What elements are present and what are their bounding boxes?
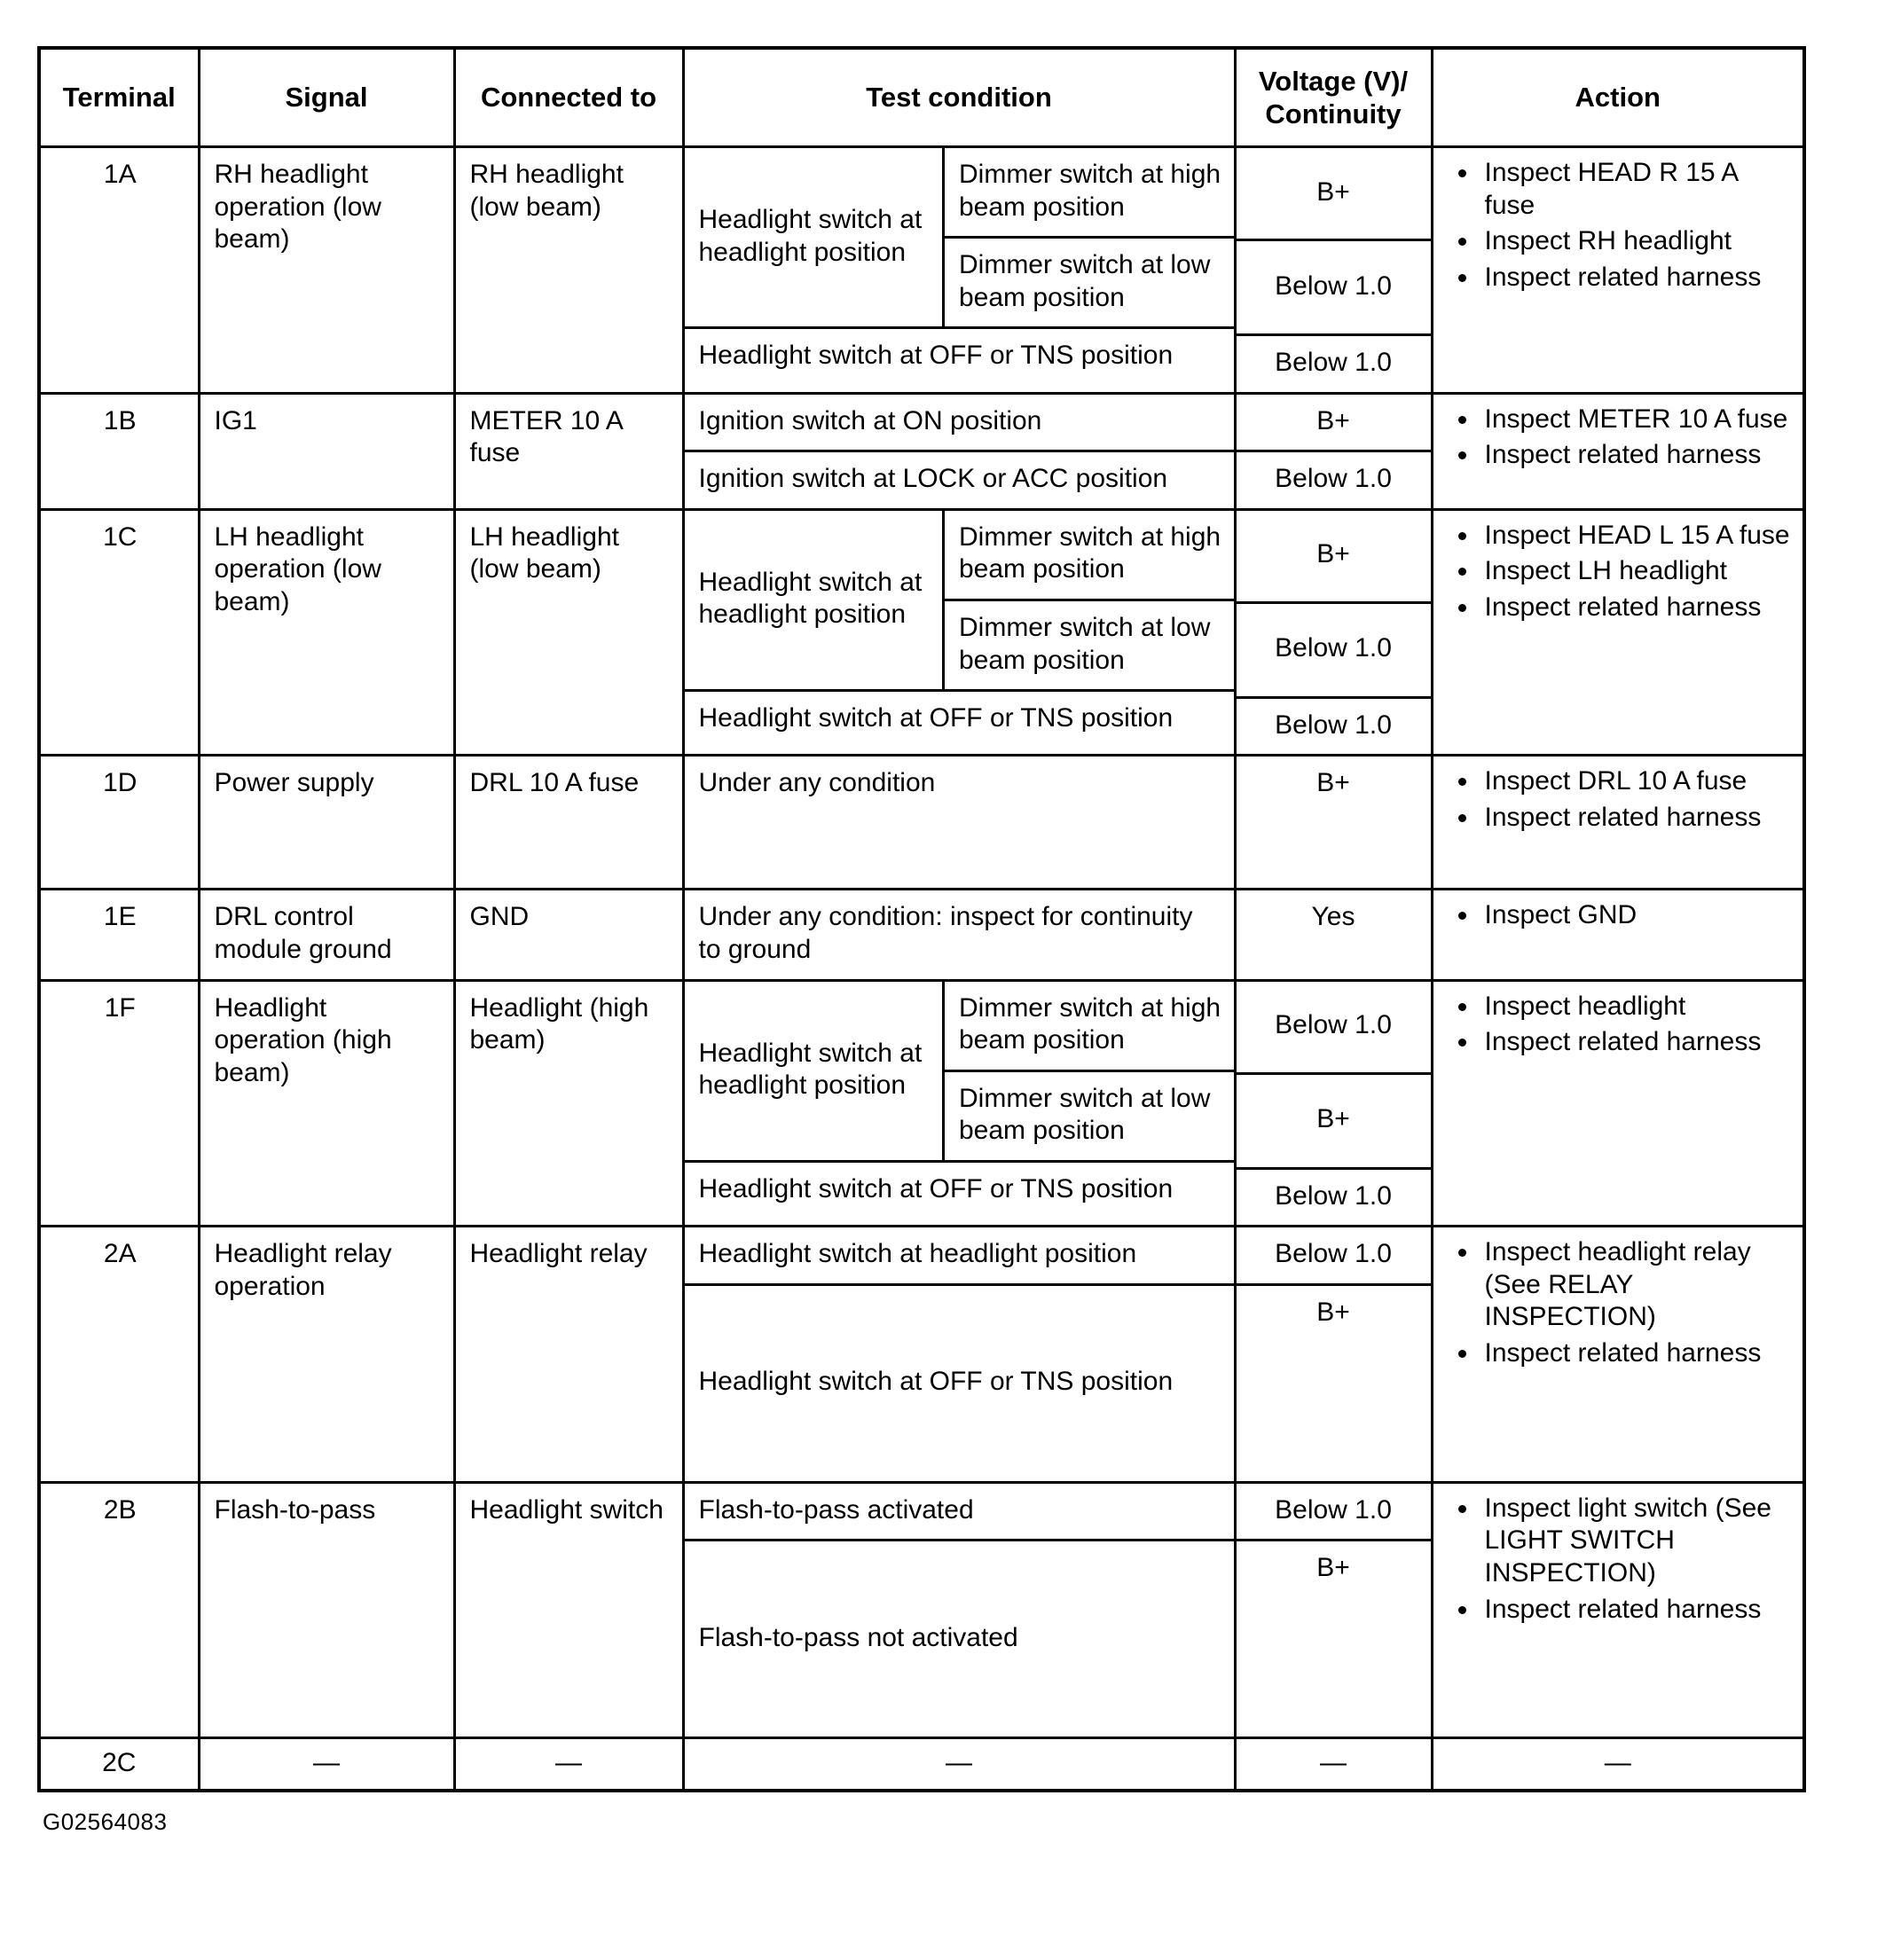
connected-to-value: METER 10 A fuse <box>469 405 623 468</box>
table-row <box>39 980 1804 1227</box>
list-item: • Inspect related harness <box>1480 1594 1795 1627</box>
table-row <box>39 1482 1804 1738</box>
terminal-value: 1D <box>103 768 137 798</box>
cell-voltage-continuity <box>1235 890 1432 980</box>
cell-test-condition <box>683 1227 1235 1483</box>
table-row <box>39 756 1804 890</box>
cell-test-condition <box>683 756 1235 890</box>
cell-voltage-continuity <box>1235 980 1432 1227</box>
cell-voltage-continuity <box>1235 509 1432 756</box>
test-condition-main: Headlight switch at OFF or TNS position <box>698 341 1174 371</box>
action-list <box>1433 982 1803 1070</box>
terminal-value: 2A <box>103 1239 137 1269</box>
terminal-value: 1B <box>103 405 137 435</box>
cell-terminal <box>39 147 199 394</box>
test-condition-main: Ignition switch at ON position <box>685 395 1234 451</box>
terminal-value: 1F <box>104 992 136 1023</box>
signal-value: Power supply <box>214 768 374 798</box>
test-condition-main: Under any condition <box>698 768 936 798</box>
cell-test-condition <box>683 1482 1235 1738</box>
test-condition-row <box>685 691 1237 748</box>
voltage-row <box>1237 982 1431 1074</box>
cell-action <box>1432 980 1804 1227</box>
voltage-row <box>1237 1168 1431 1225</box>
cell-connected-to <box>454 1227 683 1483</box>
test-condition-main: Flash-to-pass activated <box>685 1484 1234 1541</box>
voltage-subtable <box>1237 148 1431 392</box>
cell-action <box>1432 1482 1804 1738</box>
cell-action <box>1432 147 1804 394</box>
voltage-row <box>1237 1284 1431 1341</box>
voltage-value-cell: B+ <box>1237 395 1431 451</box>
voltage-subtable <box>1237 1484 1431 1597</box>
test-condition-subtable <box>685 982 1237 1219</box>
connected-to-value: GND <box>469 902 530 932</box>
test-condition-sub: Dimmer switch at low beam position <box>944 1070 1237 1161</box>
signal-value: Headlight relay operation <box>214 1239 392 1301</box>
voltage-header-line1: Voltage (V)/ <box>1258 65 1409 97</box>
cell-terminal <box>39 980 199 1227</box>
voltage-subtable <box>1237 982 1431 1226</box>
action-list <box>1433 890 1803 943</box>
cell-connected-to <box>454 890 683 980</box>
test-condition-sub: Dimmer switch at high beam position <box>944 511 1237 600</box>
cell-signal <box>199 890 454 980</box>
signal-value: Flash-to-pass <box>214 1494 376 1525</box>
cell-signal <box>199 756 454 890</box>
header-row <box>39 48 1804 147</box>
voltage-value-cell: B+ <box>1316 768 1350 798</box>
action-list <box>1433 395 1803 482</box>
voltage-row <box>1237 697 1431 754</box>
voltage-row <box>1237 240 1431 335</box>
test-condition-subtable <box>685 1227 1234 1481</box>
list-item: • Inspect related harness <box>1480 592 1795 624</box>
cell-action <box>1432 1227 1804 1483</box>
cell-voltage-continuity <box>1235 1482 1432 1738</box>
test-condition-row <box>685 1541 1234 1737</box>
list-item: • Inspect GND <box>1480 899 1795 932</box>
terminal-diagnostic-table <box>37 46 1806 1792</box>
table-row <box>39 1738 1804 1791</box>
test-condition-row <box>685 982 1237 1071</box>
column-header-connected-to: Connected to <box>454 48 683 147</box>
test-condition-row <box>685 1484 1234 1541</box>
voltage-value-cell: Below 1.0 <box>1237 240 1431 335</box>
cell-connected-to <box>454 756 683 890</box>
terminal-value: 2C <box>102 1748 137 1778</box>
test-condition-main: Headlight switch at headlight position <box>685 511 944 691</box>
test-condition-main: Headlight switch at headlight position <box>685 982 944 1162</box>
test-condition-subtable <box>685 395 1234 508</box>
list-item: • Inspect RH headlight <box>1480 225 1795 258</box>
cell-connected-to <box>454 980 683 1227</box>
test-condition-subtable <box>685 148 1237 385</box>
signal-value: Headlight operation (high beam) <box>214 992 392 1087</box>
list-item: • Inspect related harness <box>1480 1026 1795 1059</box>
voltage-row <box>1237 148 1431 240</box>
action-list <box>1433 757 1803 844</box>
action-list <box>1433 1227 1803 1380</box>
test-condition-main: — <box>946 1748 972 1778</box>
test-condition-sub: Dimmer switch at high beam position <box>944 148 1237 238</box>
test-condition-row <box>685 148 1237 238</box>
table-header <box>39 48 1804 147</box>
cell-signal <box>199 1738 454 1791</box>
test-condition-row <box>685 1161 1237 1218</box>
voltage-value-cell: B+ <box>1237 511 1431 603</box>
list-item: • Inspect light switch (See LIGHT SWITCH INSPECTION) <box>1480 1493 1795 1590</box>
connected-to-value: Headlight switch <box>469 1494 664 1525</box>
connected-to-value: Headlight relay <box>469 1239 648 1269</box>
voltage-value-cell: Below 1.0 <box>1275 348 1392 377</box>
cell-connected-to <box>454 1482 683 1738</box>
test-condition-main: Headlight switch at OFF or TNS position <box>698 1367 1174 1397</box>
cell-test-condition <box>683 890 1235 980</box>
cell-terminal <box>39 1482 199 1738</box>
column-header-action: Action <box>1432 48 1804 147</box>
column-header-terminal: Terminal <box>39 48 199 147</box>
voltage-subtable <box>1237 1227 1431 1341</box>
cell-signal <box>199 393 454 509</box>
test-condition-subtable <box>685 511 1237 748</box>
cell-voltage-continuity <box>1235 147 1432 394</box>
table-row <box>39 1227 1804 1483</box>
cell-signal <box>199 1482 454 1738</box>
cell-connected-to <box>454 509 683 756</box>
cell-voltage-continuity <box>1235 1738 1432 1791</box>
voltage-row <box>1237 1227 1431 1284</box>
cell-signal <box>199 509 454 756</box>
list-item: • Inspect headlight <box>1480 991 1795 1023</box>
test-condition-main: Headlight switch at headlight position <box>685 148 944 328</box>
voltage-row <box>1237 1484 1431 1541</box>
list-item: • Inspect DRL 10 A fuse <box>1480 765 1795 798</box>
test-condition-sub: Dimmer switch at low beam position <box>944 238 1237 328</box>
test-condition-main: Headlight switch at OFF or TNS position <box>698 703 1174 733</box>
voltage-value-cell: Below 1.0 <box>1275 710 1392 740</box>
cell-test-condition <box>683 147 1235 394</box>
cell-voltage-continuity <box>1235 756 1432 890</box>
cell-terminal <box>39 509 199 756</box>
terminal-value: 2B <box>103 1494 137 1525</box>
cell-terminal <box>39 890 199 980</box>
test-condition-sub: Dimmer switch at high beam position <box>944 982 1237 1071</box>
figure-code: G02564083 <box>43 1808 168 1836</box>
voltage-row <box>1237 511 1431 603</box>
list-item: • Inspect related harness <box>1480 262 1795 294</box>
list-item: • Inspect related harness <box>1480 802 1795 835</box>
test-condition-row <box>685 328 1237 385</box>
terminal-value: 1A <box>103 160 137 189</box>
voltage-value-cell: B+ <box>1237 148 1431 240</box>
list-item: • Inspect headlight relay (See RELAY INSPECTION) <box>1480 1236 1795 1334</box>
voltage-row <box>1237 1541 1431 1597</box>
voltage-header-line2: Continuity <box>1265 98 1402 129</box>
cell-signal <box>199 147 454 394</box>
voltage-subtable <box>1237 395 1431 508</box>
cell-test-condition <box>683 1738 1235 1791</box>
cell-test-condition <box>683 980 1235 1227</box>
list-item: • Inspect HEAD L 15 A fuse <box>1480 520 1795 553</box>
voltage-value-cell: B+ <box>1316 1297 1350 1327</box>
action-list <box>1433 511 1803 635</box>
cell-test-condition <box>683 393 1235 509</box>
voltage-value-cell: Below 1.0 <box>1237 1227 1431 1284</box>
cell-terminal <box>39 1738 199 1791</box>
voltage-value-cell: — <box>1320 1748 1347 1778</box>
test-condition-main: Under any condition: inspect for continuity to ground <box>698 902 1193 964</box>
cell-action <box>1432 509 1804 756</box>
action-value: — <box>1604 1748 1631 1778</box>
action-list <box>1433 1484 1803 1636</box>
signal-value: RH headlight operation (low beam) <box>214 160 381 255</box>
voltage-value-cell: Below 1.0 <box>1275 464 1392 494</box>
cell-voltage-continuity <box>1235 1227 1432 1483</box>
cell-terminal <box>39 1227 199 1483</box>
cell-voltage-continuity <box>1235 393 1432 509</box>
signal-value: LH headlight operation (low beam) <box>214 521 381 616</box>
voltage-row <box>1237 1073 1431 1168</box>
voltage-row <box>1237 602 1431 697</box>
connected-to-value: Headlight (high beam) <box>469 992 649 1055</box>
test-condition-row <box>685 511 1237 600</box>
cell-terminal <box>39 756 199 890</box>
voltage-value-cell: Below 1.0 <box>1237 982 1431 1074</box>
action-list <box>1433 148 1803 304</box>
cell-terminal <box>39 393 199 509</box>
test-condition-main: Headlight switch at OFF or TNS position <box>698 1173 1174 1203</box>
cell-signal <box>199 1227 454 1483</box>
test-condition-main: Headlight switch at headlight position <box>685 1227 1234 1284</box>
test-condition-row <box>685 451 1234 508</box>
signal-value: — <box>313 1748 340 1778</box>
cell-connected-to <box>454 147 683 394</box>
connected-to-value: DRL 10 A fuse <box>469 768 640 798</box>
cell-action <box>1432 890 1804 980</box>
test-condition-main: Ignition switch at LOCK or ACC position <box>698 464 1168 494</box>
cell-action <box>1432 1738 1804 1791</box>
voltage-value-cell: Below 1.0 <box>1237 1484 1431 1541</box>
table-row <box>39 890 1804 980</box>
connected-to-value: — <box>555 1748 582 1778</box>
voltage-row <box>1237 451 1431 508</box>
signal-value: DRL control module ground <box>214 902 392 964</box>
terminal-value: 1C <box>103 521 137 552</box>
column-header-voltage-continuity <box>1235 48 1432 147</box>
table-body <box>39 147 1804 1791</box>
list-item: • Inspect related harness <box>1480 1337 1795 1370</box>
voltage-row <box>1237 395 1431 451</box>
voltage-subtable <box>1237 511 1431 755</box>
list-item: • Inspect related harness <box>1480 439 1795 472</box>
column-header-signal: Signal <box>199 48 454 147</box>
connected-to-value: LH headlight (low beam) <box>469 521 619 584</box>
voltage-value-cell: Below 1.0 <box>1275 1180 1392 1211</box>
table-row <box>39 393 1804 509</box>
test-condition-sub: Dimmer switch at low beam position <box>944 600 1237 690</box>
cell-action <box>1432 393 1804 509</box>
voltage-value-cell: Yes <box>1311 902 1355 932</box>
signal-value: IG1 <box>214 405 257 435</box>
cell-test-condition <box>683 509 1235 756</box>
table-row <box>39 509 1804 756</box>
voltage-value-cell: B+ <box>1237 1073 1431 1168</box>
list-item: • Inspect HEAD R 15 A fuse <box>1480 157 1795 222</box>
terminal-value: 1E <box>103 902 137 932</box>
voltage-value-cell: Below 1.0 <box>1237 602 1431 697</box>
connected-to-value: RH headlight (low beam) <box>469 160 624 222</box>
test-condition-row <box>685 1227 1234 1284</box>
cell-connected-to <box>454 1738 683 1791</box>
test-condition-row <box>685 1284 1234 1481</box>
list-item: • Inspect LH headlight <box>1480 555 1795 588</box>
test-condition-subtable <box>685 1484 1234 1737</box>
cell-signal <box>199 980 454 1227</box>
voltage-row <box>1237 335 1431 392</box>
test-condition-main: Flash-to-pass not activated <box>698 1623 1018 1653</box>
list-item: • Inspect METER 10 A fuse <box>1480 404 1795 436</box>
table-row <box>39 147 1804 394</box>
voltage-value-cell: B+ <box>1316 1553 1350 1583</box>
column-header-test-condition: Test condition <box>683 48 1235 147</box>
test-condition-row <box>685 395 1234 451</box>
cell-action <box>1432 756 1804 890</box>
cell-connected-to <box>454 393 683 509</box>
